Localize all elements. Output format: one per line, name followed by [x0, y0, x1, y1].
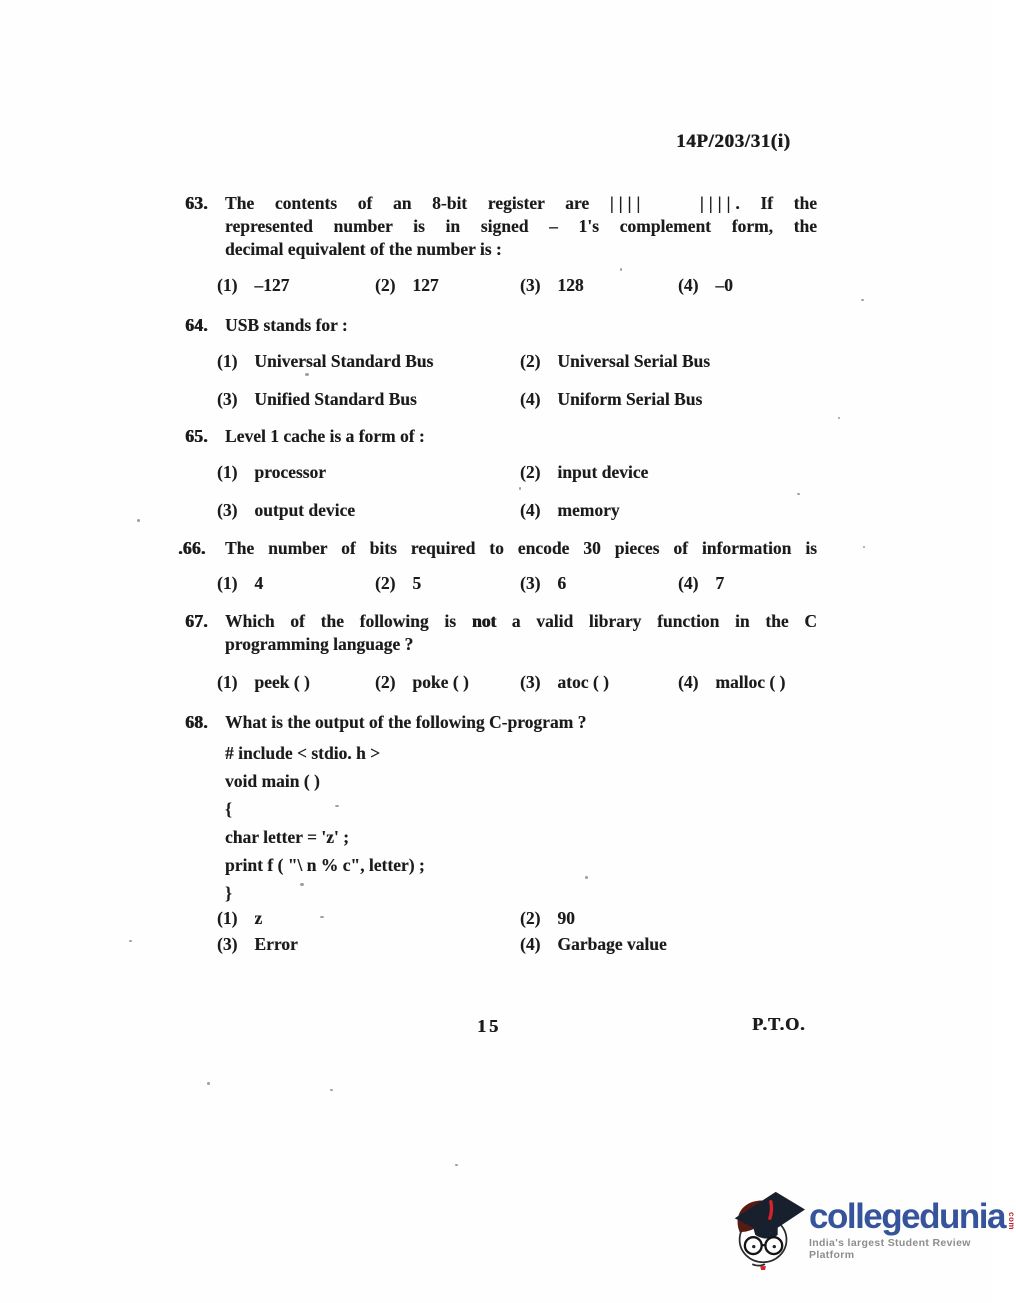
scan-noise-speck [455, 1164, 458, 1166]
option-2 [375, 671, 469, 694]
option-4 [678, 274, 733, 297]
q63-line2: represented number is in signed – 1's complement form, the [225, 216, 817, 236]
option-1 [217, 461, 326, 484]
code-line: { [225, 799, 232, 819]
option-label: (1) [217, 908, 238, 928]
scan-noise-speck [305, 373, 309, 376]
q64-options-row-1 [217, 350, 817, 374]
scan-noise-speck [300, 883, 304, 886]
option-label: (3) [217, 934, 238, 954]
option-3 [217, 499, 355, 522]
brand-wordmark: collegedunia [809, 1196, 1005, 1236]
option-text: 5 [412, 573, 422, 593]
option-4 [520, 388, 702, 411]
binary-bars: |||| [699, 193, 736, 213]
scan-noise-speck [863, 546, 865, 548]
q68-text: What is the output of the following C-program ? [225, 712, 587, 732]
option-text: Universal Serial Bus [557, 351, 711, 371]
option-4 [678, 671, 785, 694]
brand-suffix: com [1006, 1211, 1016, 1230]
option-text: –127 [254, 275, 290, 295]
scan-noise-speck [207, 1082, 210, 1085]
option-label: (2) [520, 908, 541, 928]
option-label: (4) [678, 573, 699, 593]
question-67 [185, 610, 817, 695]
option-label: (2) [375, 573, 396, 593]
q63-text: . If the [735, 193, 818, 213]
option-text: Universal Standard Bus [254, 351, 434, 371]
option-text: peek ( ) [254, 672, 310, 692]
scan-noise-speck [519, 487, 521, 490]
option-label: (1) [217, 573, 238, 593]
option-1 [217, 350, 433, 373]
questions-area [178, 192, 818, 959]
brand-tagline: India's largest Student Review Platform [809, 1236, 971, 1261]
option-3 [217, 388, 417, 411]
option-label: (1) [217, 275, 238, 295]
scan-noise-speck [861, 299, 864, 301]
option-text: atoc ( ) [557, 672, 609, 692]
option-2 [375, 572, 421, 595]
q67-text: a valid library function in the C [496, 611, 817, 631]
option-2 [520, 350, 710, 373]
q64-options-row-2 [217, 388, 817, 412]
option-label: (3) [217, 500, 238, 520]
question-number: 63. [185, 193, 208, 213]
option-text: malloc ( ) [715, 672, 786, 692]
option-label: (3) [520, 672, 541, 692]
code-line: } [225, 883, 232, 903]
question-number: 65. [185, 426, 208, 446]
option-label: (2) [375, 672, 396, 692]
option-text: Uniform Serial Bus [557, 389, 703, 409]
page-number: 15 [477, 1016, 501, 1036]
code-line: print f ( "\ n % c", letter) ; [225, 855, 425, 875]
c-code-block [225, 739, 817, 907]
scan-noise-speck [320, 916, 324, 918]
q68-options-row-2 [217, 933, 817, 959]
q64-text: USB stands for : [225, 315, 348, 335]
option-text: –0 [715, 275, 733, 295]
scan-noise-speck [797, 493, 800, 495]
option-text: input device [557, 462, 649, 482]
option-3 [217, 933, 298, 956]
q67-text: Which of the following is [225, 611, 472, 631]
option-text: Garbage value [557, 934, 667, 954]
option-label: (2) [520, 351, 541, 371]
question-65 [185, 425, 817, 523]
option-text: memory [557, 500, 620, 520]
option-text: 127 [412, 275, 439, 295]
scan-noise-speck [585, 876, 588, 879]
option-label: (4) [520, 934, 541, 954]
q63-options-row [217, 274, 817, 298]
q65-options-row-1 [217, 461, 817, 485]
q65-options-row-2 [217, 499, 817, 523]
scan-noise-speck [335, 805, 339, 807]
scan-noise-speck [129, 940, 132, 942]
option-text: z [254, 908, 263, 928]
question-number: 64. [185, 315, 208, 335]
option-text: processor [254, 462, 327, 482]
question-number: .66. [178, 538, 206, 558]
question-64 [185, 314, 817, 412]
question-number: 68. [185, 712, 208, 732]
scan-noise-speck [620, 268, 622, 271]
option-2 [520, 461, 648, 484]
q67-options-row [217, 671, 817, 695]
option-3 [520, 274, 584, 297]
option-text: poke ( ) [412, 672, 469, 692]
option-label: (3) [520, 275, 541, 295]
option-1 [217, 671, 310, 694]
option-label: (1) [217, 462, 238, 482]
q63-line3: decimal equivalent of the number is : [225, 239, 502, 259]
option-3 [520, 671, 609, 694]
q66-text: The number of bits required to encode 30 pieces of information is [225, 538, 817, 558]
scan-noise-speck [137, 519, 140, 522]
option-1 [217, 907, 262, 930]
option-1 [217, 274, 289, 297]
q63-line1 [225, 192, 817, 215]
option-1 [217, 572, 263, 595]
scan-noise-speck [330, 1089, 333, 1091]
binary-bars: |||| [609, 193, 646, 213]
option-label: (2) [375, 275, 396, 295]
question-number: 67. [185, 611, 208, 631]
option-4 [678, 572, 724, 595]
code-line: char letter = 'z' ; [225, 827, 349, 847]
option-text: Error [254, 934, 298, 954]
option-2 [520, 907, 575, 930]
option-label: (4) [520, 389, 541, 409]
option-text: output device [254, 500, 356, 520]
q66-options-row [217, 572, 817, 596]
q67-line2: programming language ? [225, 634, 414, 654]
question-66 [178, 537, 817, 596]
pto-label: P.T.O. [752, 1014, 806, 1034]
option-3 [520, 572, 566, 595]
option-label: (2) [520, 462, 541, 482]
code-line: # include < stdio. h > [225, 743, 381, 763]
option-4 [520, 933, 667, 956]
collegedunia-logo [723, 1188, 1016, 1272]
option-label: (1) [217, 351, 238, 371]
option-4 [520, 499, 620, 522]
q63-text: The contents of an 8-bit register are [225, 193, 590, 213]
option-label: (1) [217, 672, 238, 692]
option-text: 128 [557, 275, 584, 295]
option-text: 6 [557, 573, 567, 593]
option-text: 7 [715, 573, 725, 593]
code-line: void main ( ) [225, 771, 320, 791]
option-2 [375, 274, 439, 297]
q65-text: Level 1 cache is a form of : [225, 426, 425, 446]
question-68 [185, 711, 817, 959]
option-label: (3) [217, 389, 238, 409]
q68-options-row-1 [217, 907, 817, 933]
option-label: (4) [678, 672, 699, 692]
q68-options [217, 907, 817, 959]
collegedunia-mascot-icon [723, 1188, 807, 1272]
paper-code: 14P/203/31(i) [676, 131, 791, 152]
brand-text-block [809, 1196, 1016, 1261]
option-text: 90 [557, 908, 575, 928]
q67-emphasis: not [471, 611, 497, 631]
question-63 [185, 192, 817, 298]
option-text: 4 [254, 573, 264, 593]
option-label: (4) [520, 500, 541, 520]
option-text: Unified Standard Bus [254, 389, 417, 409]
option-label: (3) [520, 573, 541, 593]
option-label: (4) [678, 275, 699, 295]
scan-noise-speck [838, 417, 840, 419]
q67-line1 [225, 610, 817, 633]
